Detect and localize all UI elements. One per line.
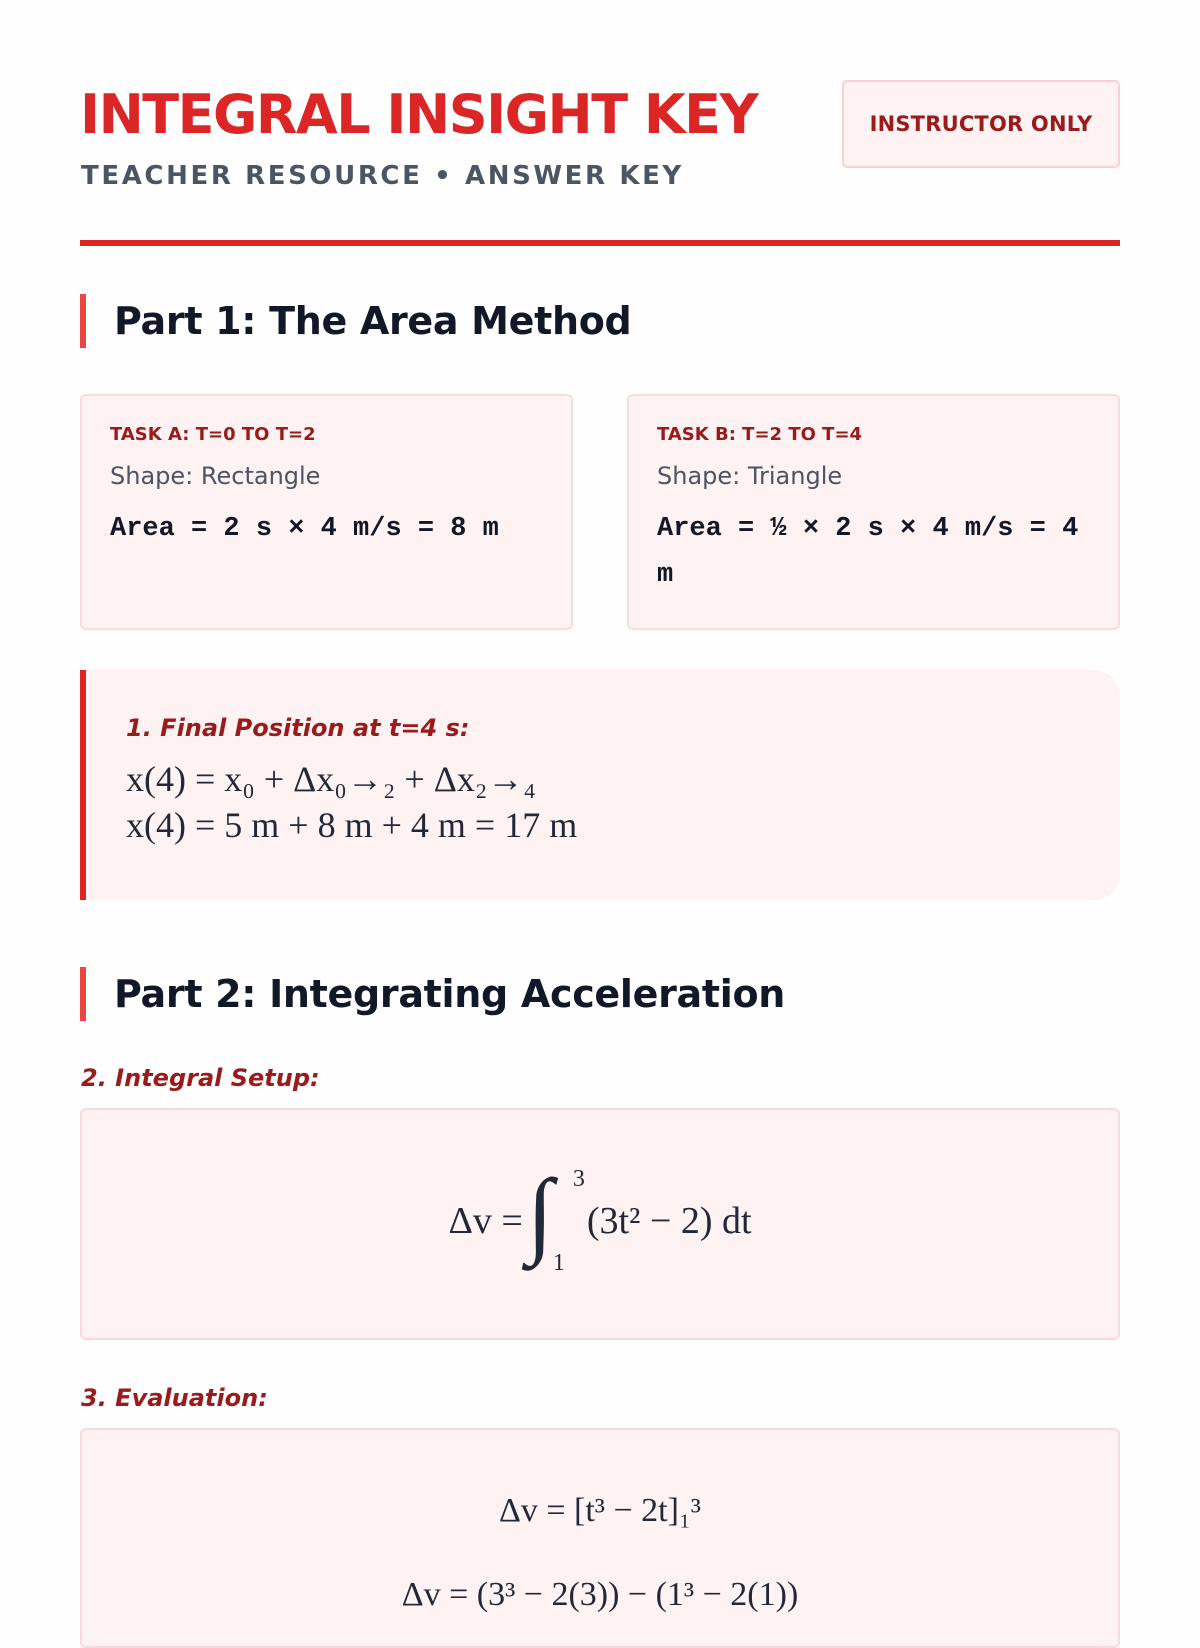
integral-lhs: Δv = — [448, 1200, 523, 1242]
final-position-label: 1. Final Position at t=4 s: — [126, 714, 470, 742]
page-subtitle: TEACHER RESOURCE • ANSWER KEY — [81, 161, 684, 191]
task-a-label: TASK A: T=0 TO T=2 — [110, 424, 316, 445]
evaluation-equation-1: Δv = [t³ − 2t]₁³ — [499, 1492, 701, 1529]
header-divider — [80, 240, 1120, 246]
integral-setup-equation — [82, 1159, 1118, 1276]
task-b-card — [627, 394, 1120, 630]
integral-sign-icon: ∫ 3 1 — [526, 1159, 585, 1276]
evaluation-equation-2: Δv = (3³ − 2(3)) − (1³ − 2(1)) — [401, 1576, 799, 1613]
integral-setup-label: 2. Integral Setup: — [81, 1064, 320, 1092]
part2-heading: Part 2: Integrating Acceleration — [80, 967, 785, 1021]
final-position-equation-2: x(4) = 5 m + 8 m + 4 m = 17 m — [126, 805, 578, 845]
evaluation-label: 3. Evaluation: — [81, 1384, 268, 1412]
part1-heading: Part 1: The Area Method — [80, 294, 631, 348]
instructor-only-badge: INSTRUCTOR ONLY — [842, 80, 1120, 168]
task-a-shape — [110, 460, 543, 492]
task-b-formula: Area = ½ × 2 s × 4 m/s = 4 m — [657, 514, 1079, 590]
integral-setup-box — [80, 1108, 1120, 1340]
task-a-formula: Area = 2 s × 4 m/s = 8 m — [110, 514, 499, 544]
final-position-answer — [80, 670, 1120, 900]
evaluation-box — [80, 1428, 1120, 1648]
task-a-card — [80, 394, 573, 630]
integral-upper-limit: 3 — [572, 1166, 585, 1192]
task-b-shape-label: Shape: — [657, 462, 741, 490]
integral-integrand: (3t² − 2) dt — [586, 1200, 752, 1242]
task-b-label: TASK B: T=2 TO T=4 — [657, 424, 863, 445]
task-a-shape-value: Rectangle — [200, 462, 321, 490]
final-position-equation-1: x(4) = x₀ + Δx₀→₂ + Δx₂→₄ — [126, 759, 536, 799]
integral-lower-limit: 1 — [552, 1250, 565, 1276]
task-a-shape-label: Shape: — [110, 462, 194, 490]
task-b-shape-value: Triangle — [747, 462, 843, 490]
task-b-shape — [657, 460, 1090, 492]
page-title: INTEGRAL INSIGHT KEY — [80, 83, 758, 146]
